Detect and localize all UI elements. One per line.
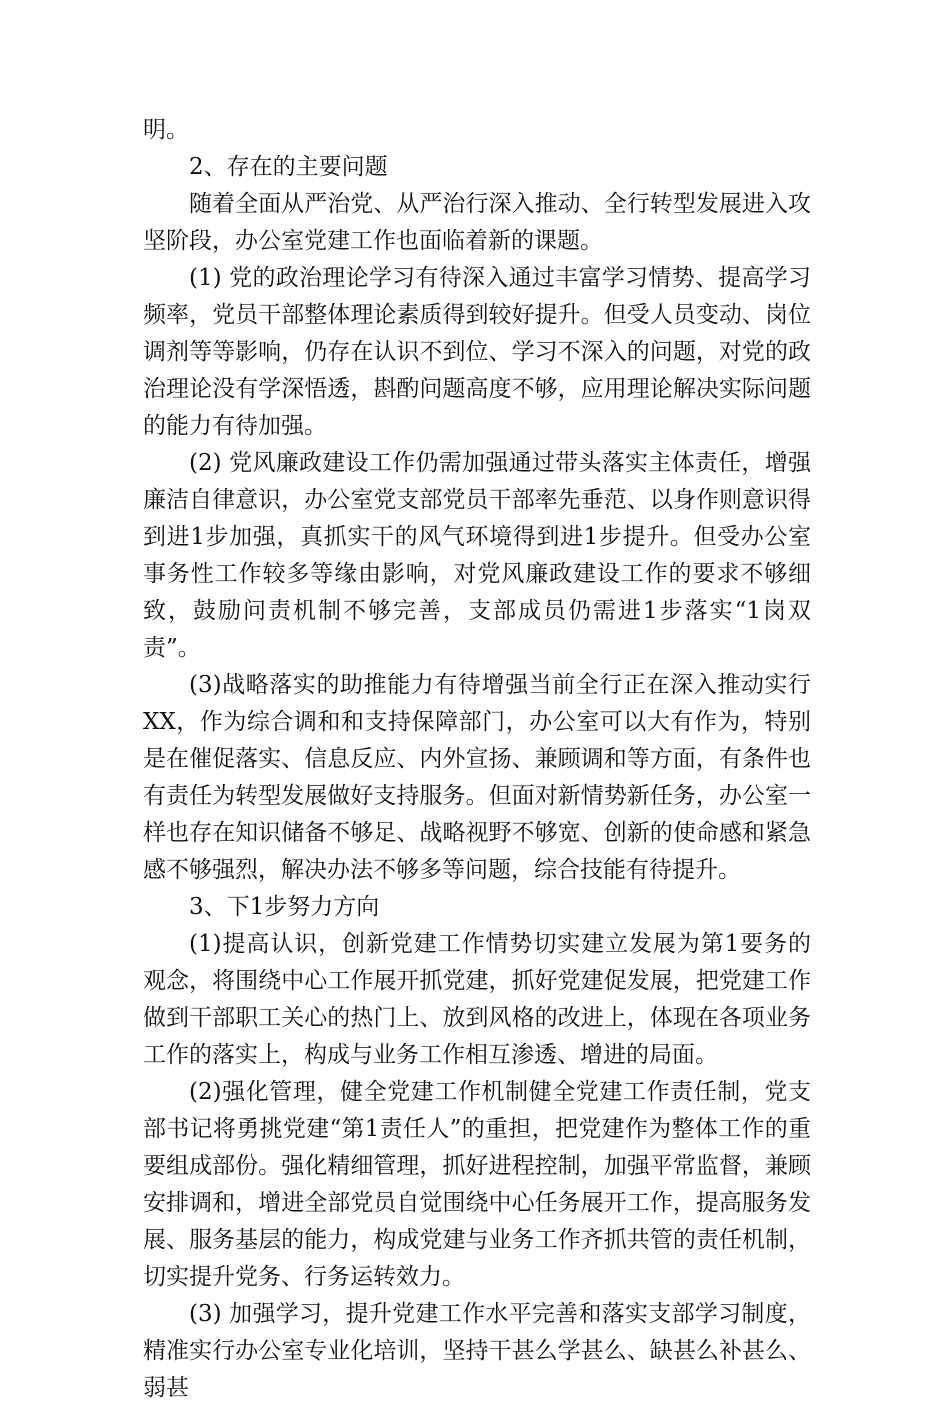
paragraph-continuation: 明。 (143, 117, 189, 143)
paragraph-step-1: (1)提高认识，创新党建工作情势切实建立发展为第1要务的观念，将围绕中心工作展开抓党建，抓好党建促发展，把党建工作做到干部职工关心的热门上、放到风格的改进上，体现在各项业务工作的落实上，构成与业务工作相互渗透、增进的局面。 (143, 931, 811, 1068)
document-body (143, 112, 811, 1407)
paragraph-problem-3: (3)战略落实的助推能力有待增强当前全行正在深入推动实行XX，作为综合调和和支持保障部门，办公室可以大有作为，特别是在催促落实、信息反应、内外宣扬、兼顾调和等方面，有条件也有责任为转型发展做好支持服务。但面对新情势新任务，办公室一样也存在知识储备不够足、战略视野不够宽、创新的使命感和紧急感不够强烈，解决办法不够多等问题，综合技能有待提升。 (143, 672, 811, 883)
paragraph-problem-1: (1) 党的政治理论学习有待深入通过丰富学习情势、提高学习频率，党员干部整体理论素质得到较好提升。但受人员变动、岗位调剂等等影响，仍存在认识不到位、学习不深入的问题，对党的政治理论没有学深悟透，斟酌问题高度不够，应用理论解决实际问题的能力有待加强。 (143, 265, 811, 439)
section-heading-main-problems: 2、存在的主要问题 (189, 154, 388, 180)
paragraph-step-3: (3) 加强学习，提升党建工作水平完善和落实支部学习制度，精准实行办公室专业化培训，坚持干甚么学甚么、缺甚么补甚么、弱甚 (143, 1301, 811, 1401)
paragraph-problems-intro: 随着全面从严治党、从严治行深入推动、全行转型发展进入攻坚阶段，办公室党建工作也面临着新的课题。 (143, 191, 811, 254)
paragraph-problem-2: (2) 党风廉政建设工作仍需加强通过带头落实主体责任，增强廉洁自律意识，办公室党支部党员干部率先垂范、以身作则意识得到进1步加强，真抓实干的风气环境得到进1步提升。但受办公室事务性工作较多等缘由影响，对党风廉政建设工作的要求不够细致，鼓励问责机制不够完善，支部成员仍需进1步落实“1岗双责”。 (143, 450, 811, 661)
paragraph-step-2: (2)强化管理，健全党建工作机制健全党建工作责任制，党支部书记将勇挑党建“第1责任人”的重担，把党建作为整体工作的重要组成部份。强化精细管理，抓好进程控制，加强平常监督，兼顾安排调和，增进全部党员自觉围绕中心任务展开工作，提高服务发展、服务基层的能力，构成党建与业务工作齐抓共管的责任机制，切实提升党务、行务运转效力。 (143, 1079, 811, 1290)
section-heading-next-steps: 3、下1步努力方向 (189, 894, 380, 920)
